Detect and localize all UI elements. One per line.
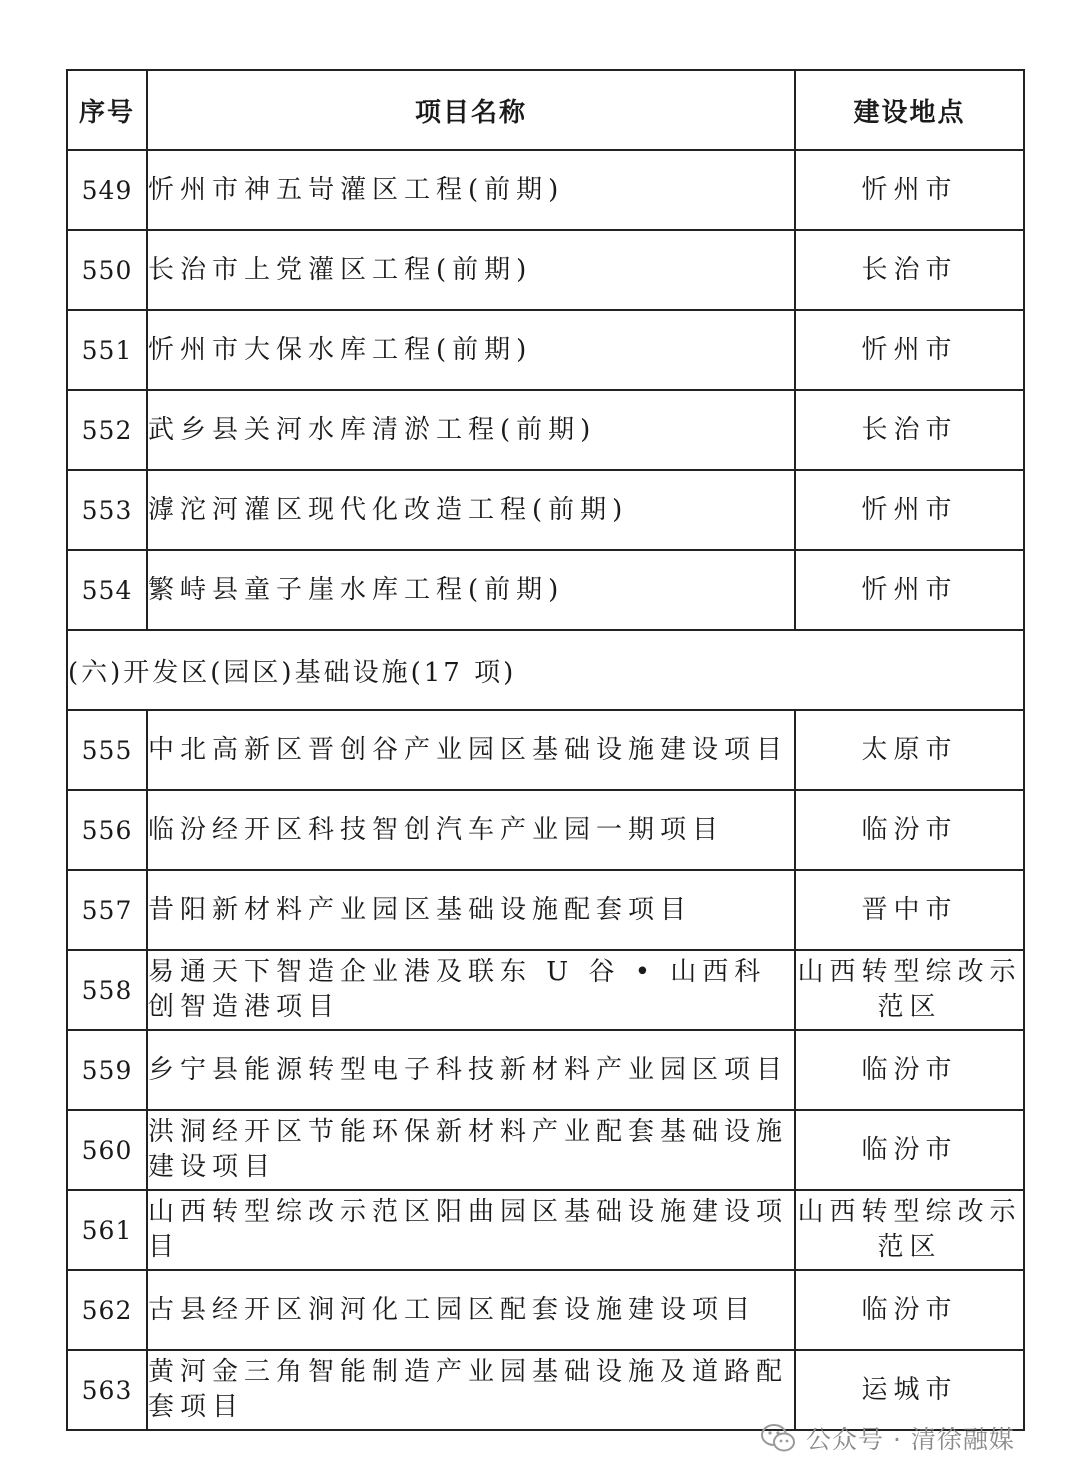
section-row [67,630,1024,710]
row-seq: 553 [67,470,147,550]
row-project-name: 武乡县关河水库清淤工程(前期) [147,390,795,470]
watermark [760,1418,1015,1458]
table-row [67,1190,1024,1270]
row-seq: 560 [67,1110,147,1190]
row-location: 山西转型综改示范区 [795,1190,1024,1270]
row-project-name: 易通天下智造企业港及联东 U 谷 • 山西科创智造港项目 [147,950,795,1030]
row-location: 忻州市 [795,470,1024,550]
row-location: 忻州市 [795,150,1024,230]
project-table [66,69,1025,1431]
row-project-name: 黄河金三角智能制造产业园基础设施及道路配套项目 [147,1350,795,1430]
row-location: 山西转型综改示范区 [795,950,1024,1030]
row-project-name: 洪洞经开区节能环保新材料产业配套基础设施建设项目 [147,1110,795,1190]
section-title: (六)开发区(园区)基础设施(17 项) [67,630,1024,710]
table-row [67,390,1024,470]
row-seq: 558 [67,950,147,1030]
table-row [67,950,1024,1030]
row-project-name: 乡宁县能源转型电子科技新材料产业园区项目 [147,1030,795,1110]
row-location: 运城市 [795,1350,1024,1430]
row-location: 太原市 [795,710,1024,790]
row-location: 临汾市 [795,790,1024,870]
row-seq: 556 [67,790,147,870]
table-row [67,1270,1024,1350]
row-project-name: 长治市上党灌区工程(前期) [147,230,795,310]
row-project-name: 山西转型综改示范区阳曲园区基础设施建设项目 [147,1190,795,1270]
row-location: 临汾市 [795,1110,1024,1190]
row-project-name: 古县经开区涧河化工园区配套设施建设项目 [147,1270,795,1350]
row-seq: 559 [67,1030,147,1110]
row-seq: 557 [67,870,147,950]
row-location: 忻州市 [795,550,1024,630]
header-name: 项目名称 [147,70,795,150]
row-seq: 550 [67,230,147,310]
table-row [67,150,1024,230]
row-seq: 554 [67,550,147,630]
row-project-name: 昔阳新材料产业园区基础设施配套项目 [147,870,795,950]
row-seq: 562 [67,1270,147,1350]
row-seq: 552 [67,390,147,470]
row-project-name: 忻州市大保水库工程(前期) [147,310,795,390]
row-project-name: 中北高新区晋创谷产业园区基础设施建设项目 [147,710,795,790]
row-project-name: 滹沱河灌区现代化改造工程(前期) [147,470,795,550]
wechat-icon [760,1422,796,1454]
table-row [67,310,1024,390]
table-row [67,1030,1024,1110]
row-seq: 561 [67,1190,147,1270]
table-header-row [67,70,1024,150]
row-seq: 555 [67,710,147,790]
row-location: 忻州市 [795,310,1024,390]
row-project-name: 忻州市神五岢灌区工程(前期) [147,150,795,230]
watermark-text: 公众号 · 清徐融媒 [806,1425,1015,1454]
header-seq: 序号 [67,70,147,150]
row-project-name: 繁峙县童子崖水库工程(前期) [147,550,795,630]
table-row [67,470,1024,550]
row-project-name: 临汾经开区科技智创汽车产业园一期项目 [147,790,795,870]
row-seq: 563 [67,1350,147,1430]
table-row [67,710,1024,790]
row-location: 长治市 [795,390,1024,470]
row-location: 长治市 [795,230,1024,310]
row-seq: 551 [67,310,147,390]
row-seq: 549 [67,150,147,230]
table-row [67,230,1024,310]
table-row [67,550,1024,630]
table-row [67,790,1024,870]
table-row [67,870,1024,950]
row-location: 晋中市 [795,870,1024,950]
row-location: 临汾市 [795,1030,1024,1110]
table-row [67,1110,1024,1190]
row-location: 临汾市 [795,1270,1024,1350]
header-location: 建设地点 [795,70,1024,150]
